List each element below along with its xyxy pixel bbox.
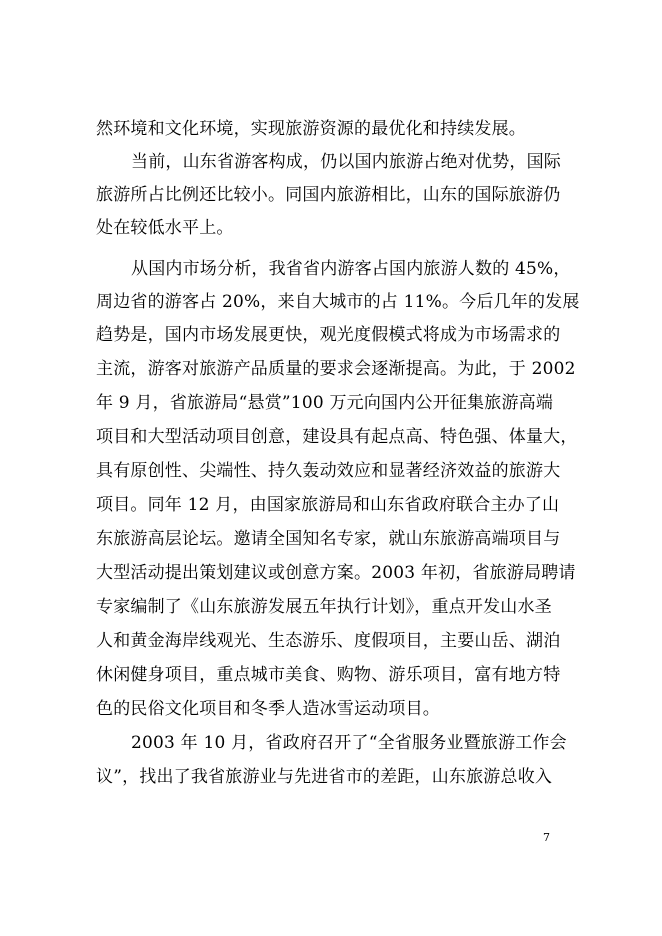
text-line: 趋势是，国内市场发展更快，观光度假模式将成为市场需求的 <box>96 325 561 345</box>
text-line: 具有原创性、尖端性、持久轰动效应和显著经济效益的旅游大 <box>96 461 561 481</box>
text-line: 处在较低水平上。 <box>96 218 234 238</box>
text-line: 主流，游客对旅游产品质量的要求会逐渐提高。为此，于 2002 <box>96 359 576 379</box>
paragraph-start-line: 当前，山东省游客构成，仍以国内旅游占绝对优势，国际 <box>131 152 561 172</box>
text-line: 议”，找出了我省旅游业与先进省市的差距，山东旅游总收入 <box>96 767 553 787</box>
page-number: 7 <box>543 831 550 844</box>
text-line: 东旅游高层论坛。邀请全国知名专家，就山东旅游高端项目与 <box>96 529 561 549</box>
text-line: 周边省的游客占 20%，来自大城市的占 11%。今后几年的发展 <box>96 292 580 312</box>
text-line: 专家编制了《山东旅游发展五年执行计划》，重点开发山水圣 <box>96 597 552 617</box>
text-line: 人和黄金海岸线观光、生态游乐、度假项目，主要山岳、湖泊 <box>96 631 561 651</box>
text-line: 大型活动提出策划建议或创意方案。2003 年初，省旅游局聘请 <box>96 563 576 583</box>
text-line: 旅游所占比例还比较小。同国内旅游相比，山东的国际旅游仍 <box>96 185 561 205</box>
text-line: 年 9 月，省旅游局“悬赏”100 万元向国内公开征集旅游高端 <box>96 393 554 413</box>
paragraph-start-line: 2003 年 10 月，省政府召开了“全省服务业暨旅游工作会 <box>131 733 567 753</box>
text-line: 然环境和文化环境，实现旅游资源的最优化和持续发展。 <box>96 119 526 139</box>
paragraph-start-line: 从国内市场分析，我省省内游客占国内旅游人数的 45%， <box>131 259 571 279</box>
text-line: 休闲健身项目，重点城市美食、购物、游乐项目，富有地方特 <box>96 665 561 685</box>
text-line: 项目和大型活动项目创意，建设具有起点高、特色强、体量大， <box>96 427 578 447</box>
text-line: 项目。同年 12 月，由国家旅游局和山东省政府联合主办了山 <box>96 495 560 515</box>
text-line: 色的民俗文化项目和冬季人造冰雪运动项目。 <box>96 699 440 719</box>
